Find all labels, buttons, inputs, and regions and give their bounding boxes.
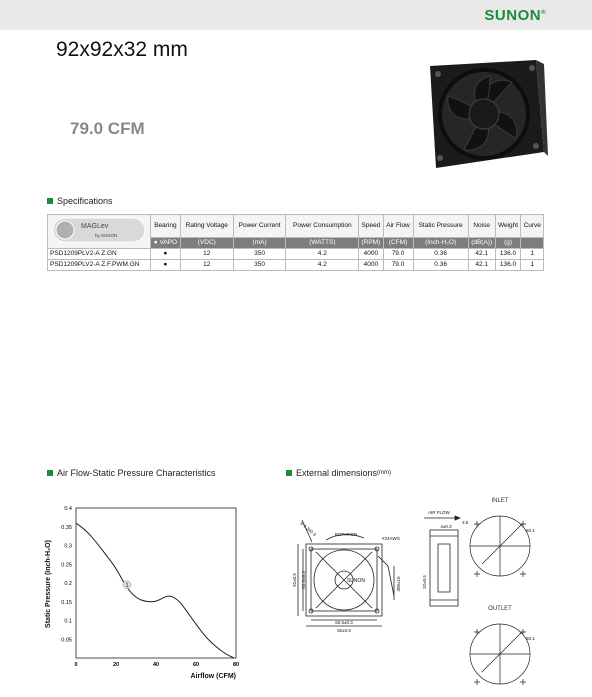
header-voltage: Rating Voltage [180,215,233,238]
maglev-sub-text: by SUNON [95,233,118,238]
inlet-angle: 60.1 [526,528,535,533]
height-dim-inner: 82.5±0.3 [301,571,306,589]
label-plate-text: SUNON [346,578,366,584]
y-tick-label: 0.3 [64,543,72,550]
side-dim-2: 3.5 [462,520,469,525]
table-row [48,260,544,271]
x-tick-label: 20 [112,662,120,668]
maglev-logo-cell [48,215,151,249]
y-tick-label: 0.05 [61,637,72,644]
header-weight: Weight [495,215,521,238]
outlet-angle: 60.1 [526,636,535,641]
table-cell: 4000 [359,249,383,260]
table-cell: 12 [180,260,233,271]
table-cell: 4.2 [286,249,359,260]
unit-noise: (dB(A)) [468,238,495,249]
wire-gauge: #24AWG [382,536,401,541]
header-noise: Noise [468,215,495,238]
x-axis-label: Airflow (CFM) [190,673,236,680]
inlet-label: INLET [491,498,509,504]
unit-speed: (RPM) [359,238,383,249]
model-cell: PSD1209PLV2-A Z.F.PWM.GN [48,260,151,271]
header-consumption: Power Consumption [286,215,359,238]
table-cell: 1 [521,249,544,260]
width-dim-inner: 82.5±0.3 [335,620,353,625]
table-cell: 350 [233,260,286,271]
unit-current: (mA) [233,238,286,249]
table-cell: 42.1 [468,249,495,260]
thickness-dim: 32±0.5 [422,575,427,589]
table-cell: 79.0 [383,249,413,260]
y-axis-label: Static Pressure (Inch-H₂O) [45,540,52,628]
hole-dim: 8-4.3±0.3 [299,520,318,537]
table-cell: 42.1 [468,260,495,271]
unit-weight: (g) [495,238,521,249]
header-current: Power Current [233,215,286,238]
dimensions-heading: External dimensions (mm) [286,468,391,478]
table-cell: 4.2 [286,260,359,271]
table-cell: 136.0 [495,260,521,271]
header-speed: Speed [359,215,383,238]
external-dimensions-drawing [290,490,570,690]
unit-airflow: (CFM) [383,238,413,249]
y-tick-label: 0.4 [64,506,72,512]
table-cell: 136.0 [495,249,521,260]
model-cell: PSD1209PLV2-A Z.GN [48,249,151,260]
table-cell: ● [151,249,181,260]
height-dim-outer: 92±0.5 [292,573,297,587]
outlet-label: OUTLET [488,606,512,612]
table-cell: 12 [180,249,233,260]
side-dim-1: 4±0.3 [440,524,452,529]
y-tick-label: 0.25 [61,562,72,569]
unit-voltage: (VDC) [180,238,233,249]
width-dim-outer: 92±0.5 [337,628,351,633]
brand-logo: SUNON® [484,7,546,24]
outlet-diagram [470,624,530,685]
unit-consumption: (WATTS) [286,238,359,249]
y-tick-label: 0.1 [64,618,72,625]
table-cell: 1 [521,260,544,271]
specifications-table [47,214,544,271]
header-curve: Curve [521,215,544,238]
bullet-square [47,198,53,204]
maglev-logo [51,215,147,245]
table-cell: 79.0 [383,260,413,271]
bullet-square [47,470,53,476]
y-tick-label: 0.35 [61,524,72,531]
table-cell: 0.36 [413,260,468,271]
fan-side-view [430,530,458,606]
unit-curve [521,238,544,249]
x-tick-label: 80 [232,662,240,668]
header-pressure: Static Pressure [413,215,468,238]
table-cell: 4000 [359,260,383,271]
airflow-headline: 79.0 CFM [70,119,145,138]
table-cell: 0.36 [413,249,468,260]
header-bearing: Bearing [151,215,181,238]
table-cell: 350 [233,249,286,260]
specifications-heading: Specifications [47,196,113,206]
unit-bearing: ● VAPO [151,238,181,249]
inlet-diagram [470,516,530,577]
maglev-text: MAGLev [81,223,109,230]
y-tick-label: 0.2 [64,581,72,587]
y-tick-label: 0.15 [61,599,72,606]
top-bar [0,0,592,30]
fan-product-image [416,56,548,174]
plot-frame [76,508,236,658]
x-tick-label: 40 [152,662,160,668]
series-label-1: 1 [125,582,129,589]
table-row [48,249,544,260]
table-cell: ● [151,260,181,271]
airflow-pressure-chart [40,494,252,694]
header-airflow: Air Flow [383,215,413,238]
rotation-label: ROTATION [334,532,358,537]
unit-pressure: (Inch-H₂O) [413,238,468,249]
product-title: 92x92x32 mm [56,38,188,61]
lead-length: 300±10 [396,576,401,592]
bullet-square [286,470,292,476]
x-tick-label: 0 [74,662,78,668]
chart-heading: Air Flow-Static Pressure Characteristics [47,468,216,478]
x-tick-label: 60 [192,662,200,668]
airflow-arrow-label: AIR FLOW [428,510,450,515]
